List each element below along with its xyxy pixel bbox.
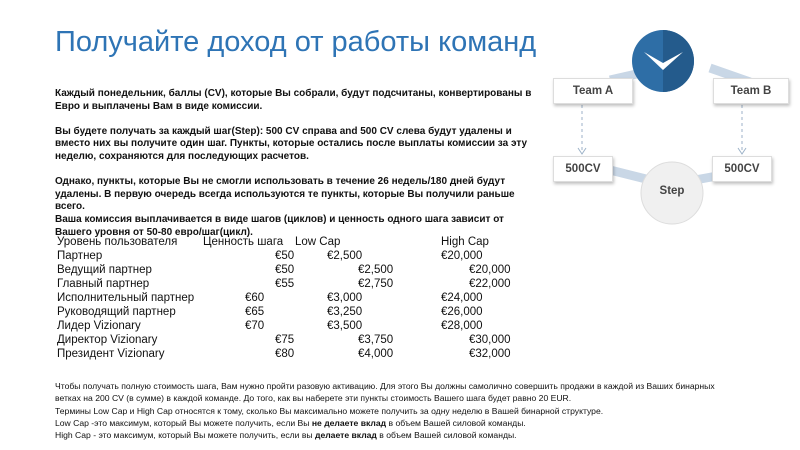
header-high-cap: High Cap xyxy=(441,236,489,248)
cell-level: Директор Vizionary xyxy=(57,334,158,346)
footer-line xyxy=(55,429,800,441)
team-a-box: Team A xyxy=(553,78,633,104)
intro-paragraph: Ваша комиссия выплачивается в виде шагов (циклов) и ценность одного шага зависит от Вашего уровня от 50-80 евро/шаг(цикл). xyxy=(55,213,504,238)
cell-high-cap: €32,000 xyxy=(469,348,511,360)
page-title: Получайте доход от работы команд xyxy=(55,26,537,58)
cell-high-cap: €26,000 xyxy=(441,306,483,318)
cv-b-box: 500CV xyxy=(712,156,772,182)
cell-level: Ведущий партнер xyxy=(57,264,152,276)
footer-line xyxy=(55,417,800,429)
intro-paragraph: Каждый понедельник, баллы (CV), которые Вы собрали, будут подсчитаны, конвертированы в Евро и выплачены Вам в виде комиссии. xyxy=(55,88,532,112)
cell-low-cap: €3,750 xyxy=(358,334,394,346)
cell-step-value: €80 xyxy=(275,348,295,360)
diagram-connectors xyxy=(550,30,800,230)
text: Low Cap -это максимум, который Вы можете получить, если Вы xyxy=(55,417,312,428)
text: в объем Вашей силовой команды. xyxy=(386,417,526,428)
cell-high-cap: €20,000 xyxy=(469,264,511,276)
cell-low-cap: €4,000 xyxy=(358,348,394,360)
cell-high-cap: €24,000 xyxy=(441,292,483,304)
bold-text: делаете вклад xyxy=(314,430,377,441)
cell-low-cap: €3,250 xyxy=(327,306,363,318)
cell-high-cap: €28,000 xyxy=(441,320,483,332)
cell-low-cap: €3,500 xyxy=(327,320,363,332)
team-b-box: Team B xyxy=(713,78,789,104)
cell-level: Лидер Vizionary xyxy=(57,320,141,332)
footer-line: ветках на 200 CV (в сумме) в каждой команде. До того, как вы наберете эти пункты стоимость Вашего шага будет равно 20 EUR. xyxy=(55,393,572,404)
cell-high-cap: €22,000 xyxy=(469,278,511,290)
cell-step-value: €70 xyxy=(245,320,265,332)
header-step-value: Ценность шага xyxy=(203,236,284,248)
footer-notes xyxy=(55,380,800,441)
step-label: Step xyxy=(659,185,685,197)
binary-diagram xyxy=(550,30,800,230)
footer-line: Чтобы получать полную стоимость шага, Вам нужно пройти разовую активацию. Для этого Вы должны самолично совершить продажи в каждой из Ваших бинарных xyxy=(55,381,715,391)
cell-low-cap: €2,750 xyxy=(358,278,394,290)
cell-step-value: €65 xyxy=(245,306,265,318)
cell-low-cap: €2,500 xyxy=(327,250,363,262)
footer-line: Термины Low Cap и High Cap относятся к тому, сколько Вы максимально можете получить за одну неделю в Вашей бинарной структуре. xyxy=(55,405,604,416)
header-low-cap: Low Cap xyxy=(295,236,341,248)
cell-step-value: €55 xyxy=(275,278,295,290)
cv-a-box: 500CV xyxy=(553,156,613,182)
cell-high-cap: €20,000 xyxy=(441,250,483,262)
text: в объем Вашей силовой команды. xyxy=(376,430,517,441)
intro-paragraph: Вы будете получать за каждый шаг(Step): 500 CV справа and 500 CV слева будут удалены и вместо них вы получите один шаг. Пункты, которые остались после выплаты комиссии за эту неделю, сохраняются для последующих расчетов. xyxy=(55,125,528,162)
cell-step-value: €60 xyxy=(245,292,265,304)
cell-step-value: €50 xyxy=(275,250,295,262)
intro-text xyxy=(55,88,535,239)
cell-step-value: €75 xyxy=(275,334,295,346)
intro-paragraph: Однако, пункты, которые Вы не смогли использовать в течение 26 недель/180 дней будут удалены. В первую очередь всегда используются те пункты, которые Вы получили раньше всего. xyxy=(55,176,515,213)
cell-level: Исполнительный партнер xyxy=(57,292,195,304)
header-level: Уровень пользователя xyxy=(57,236,178,248)
cell-level: Руководящий партнер xyxy=(57,306,176,318)
cell-level: Партнер xyxy=(57,250,103,262)
cell-level: Президент Vizionary xyxy=(57,348,165,360)
cell-step-value: €50 xyxy=(275,264,295,276)
text: High Cap - это максимум, который Вы можете получить, если вы xyxy=(55,430,315,441)
cell-level: Главный партнер xyxy=(57,278,150,290)
cell-low-cap: €3,000 xyxy=(327,292,363,304)
bold-text: не делаете вклад xyxy=(311,417,387,428)
cell-low-cap: €2,500 xyxy=(358,264,394,276)
cell-high-cap: €30,000 xyxy=(469,334,511,346)
